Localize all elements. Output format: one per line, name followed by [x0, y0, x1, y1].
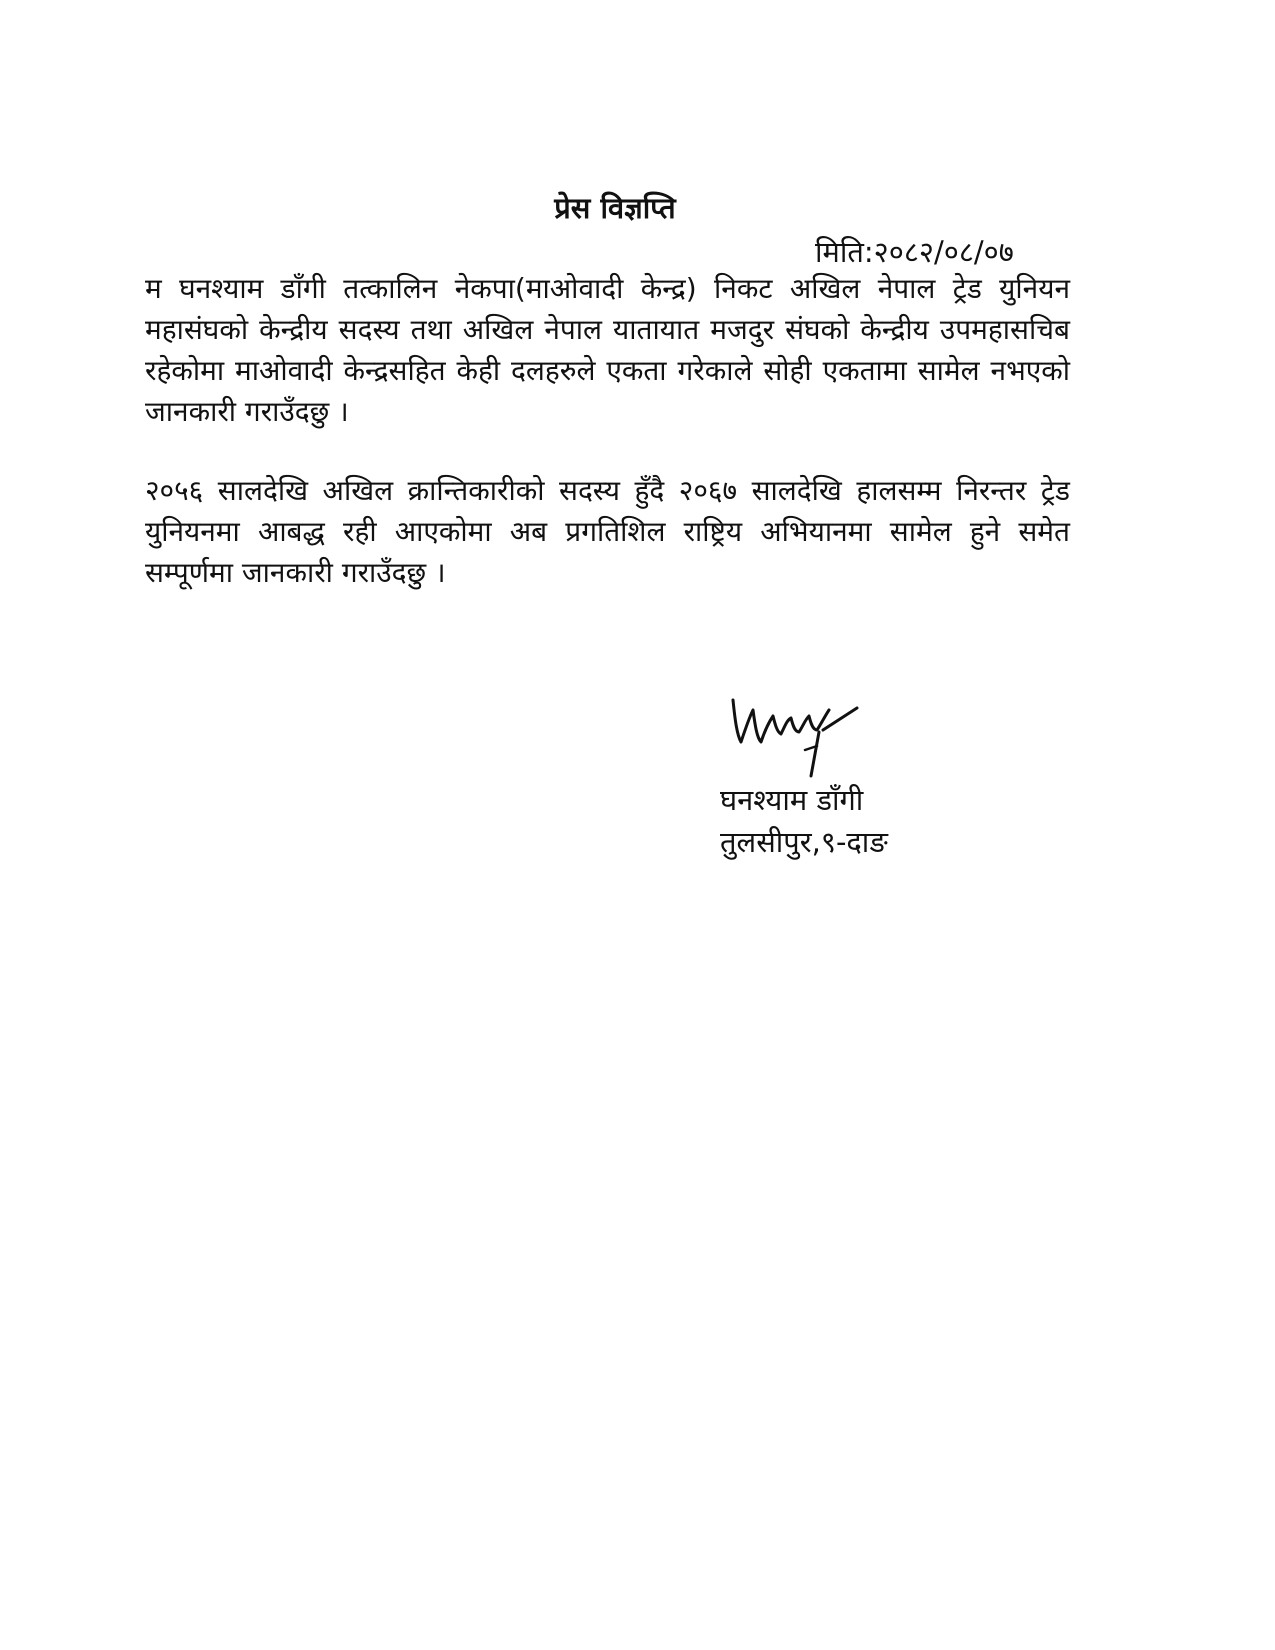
paragraph-1: म घनश्याम डाँगी तत्कालिन नेकपा(माओवादी केन्द्र) निकट अखिल नेपाल ट्रेड युनियन महासंघको केन्द्रीय सदस्य तथा अखिल नेपाल यातायात मजदुर संघको केन्द्रीय उपमहासचिब रहेकोमा माओवादी केन्द्रसहित केही दलहरुले एकता गरेकाले सोही एकतामा सामेल नभएको जानकारी गराउँदछु । — [145, 272, 1070, 428]
signer-name: घनश्याम डाँगी — [720, 783, 864, 817]
signer-address: तुलसीपुर,९-दाङ — [720, 825, 888, 859]
document-title: प्रेस विज्ञप्ति — [554, 191, 676, 225]
handwritten-signature — [725, 680, 865, 780]
paragraph-2: २०५६ सालदेखि अखिल क्रान्तिकारीको सदस्य हुँदै २०६७ सालदेखि हालसम्म निरन्तर ट्रेड युनियनमा आबद्ध रही आएकोमा अब प्रगतिशिल राष्ट्रिय अभियानमा सामेल हुने समेत सम्पूर्णमा जानकारी गराउँदछु । — [145, 474, 1070, 589]
document-date: मिति:२०८२/०८/०७ — [815, 235, 1014, 269]
